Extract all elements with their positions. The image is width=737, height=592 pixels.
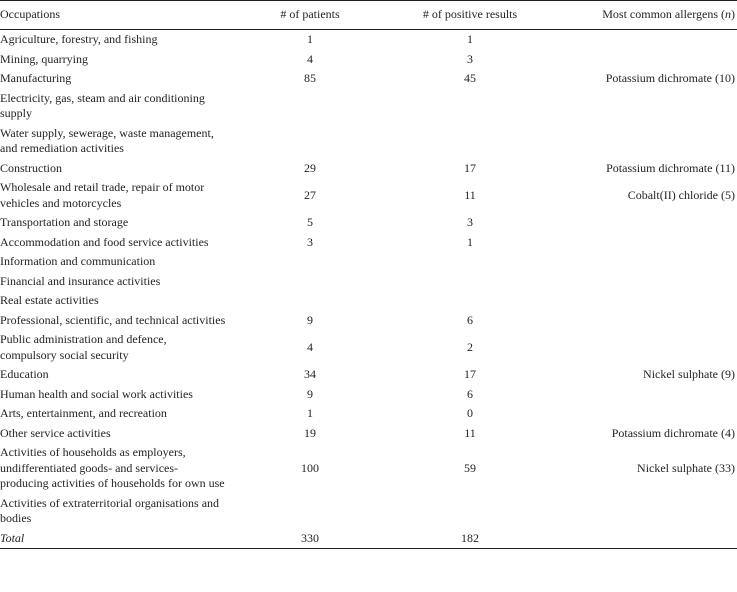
positive-results-cell: 17 — [464, 367, 476, 381]
table-row — [0, 404, 737, 424]
table-row — [0, 124, 737, 159]
patients-cell: 100 — [301, 460, 319, 475]
allergen-cell — [550, 311, 737, 331]
table-row — [0, 89, 737, 124]
occupation-cell: Wholesale and retail trade, repair of motor vehicles and motorcycles — [0, 180, 205, 210]
table-row — [0, 50, 737, 70]
positive-results-cell: 2 — [467, 339, 473, 354]
occupation-cell: Water supply, sewerage, waste management, and remediation activities — [0, 125, 214, 155]
header-occupations: Occupations — [0, 7, 60, 22]
occupation-cell: Arts, entertainment, and recreation — [0, 406, 167, 420]
total-positive-results: 182 — [461, 530, 479, 545]
table-row — [0, 159, 737, 179]
table-row — [0, 330, 737, 365]
occupation-cell: Information and communication — [0, 254, 156, 268]
table-row — [0, 291, 737, 311]
header-allergens-n: n — [725, 7, 731, 22]
allergen-cell — [550, 404, 737, 424]
patients-cell: 9 — [307, 386, 313, 401]
positive-results-cell: 3 — [467, 215, 473, 229]
table-row — [0, 494, 737, 529]
allergen-cell — [550, 494, 737, 529]
positive-results-cell — [390, 124, 550, 159]
table-header-row — [0, 1, 737, 30]
allergen-cell — [550, 291, 737, 311]
patients-cell — [230, 494, 390, 529]
allergen-cell — [550, 330, 737, 365]
positive-results-cell: 11 — [464, 187, 476, 202]
allergen-cell: Nickel sulphate (9) — [643, 367, 735, 381]
patients-cell: 4 — [307, 51, 313, 66]
table-row — [0, 424, 737, 444]
occupation-cell: Real estate activities — [0, 293, 99, 307]
occupation-cell: Other service activities — [0, 425, 111, 440]
patients-cell: 9 — [307, 312, 313, 327]
total-allergen — [550, 529, 737, 549]
allergen-cell — [550, 50, 737, 70]
total-row — [0, 529, 737, 549]
table-row — [0, 272, 737, 292]
occupation-cell: Activities of extraterritorial organisations and bodies — [0, 495, 220, 525]
occupation-cell: Accommodation and food service activities — [0, 234, 209, 249]
occupation-cell: Activities of households as employers, undifferentiated goods- and services-producing activities of households for own use — [0, 445, 225, 490]
header-allergens-prefix: Most common allergens ( — [602, 7, 725, 22]
table-body — [0, 30, 737, 549]
patients-cell: 19 — [304, 425, 316, 440]
patients-cell: 27 — [304, 187, 316, 202]
positive-results-cell: 6 — [467, 312, 473, 327]
positive-results-cell: 1 — [467, 234, 473, 249]
allergen-cell — [550, 30, 737, 50]
allergen-cell — [550, 272, 737, 292]
allergen-cell — [550, 385, 737, 405]
allergen-cell: Potassium dichromate (4) — [611, 425, 735, 440]
header-allergens — [550, 1, 737, 30]
patients-cell: 1 — [307, 406, 313, 420]
allergen-cell: Potassium dichromate (10) — [605, 71, 735, 85]
table-row — [0, 311, 737, 331]
occupation-cell: Professional, scientific, and technical activities — [0, 312, 226, 327]
positive-results-cell: 17 — [464, 160, 476, 175]
occupation-cell: Human health and social work activities — [0, 386, 193, 401]
positive-results-cell — [390, 291, 550, 311]
patients-cell — [230, 291, 390, 311]
table-row — [0, 443, 737, 494]
patients-cell — [230, 272, 390, 292]
occupation-cell: Education — [0, 367, 49, 381]
allergen-cell — [550, 213, 737, 233]
patients-cell: 1 — [307, 32, 313, 46]
patients-cell: 34 — [304, 367, 316, 381]
occupation-cell: Electricity, gas, steam and air conditioning supply — [0, 90, 205, 120]
table-row — [0, 69, 737, 89]
table-row — [0, 385, 737, 405]
allergen-cell — [550, 233, 737, 253]
allergen-cell: Potassium dichromate (11) — [606, 160, 735, 175]
occupation-cell: Financial and insurance activities — [0, 273, 161, 288]
table-row — [0, 178, 737, 213]
positive-results-cell: 0 — [467, 406, 473, 420]
header-allergens-suffix: ) — [731, 7, 735, 22]
allergen-cell: Cobalt(II) chloride (5) — [627, 187, 735, 202]
occupation-cell: Agriculture, forestry, and fishing — [0, 32, 158, 46]
positive-results-cell — [390, 252, 550, 272]
allergen-cell — [550, 89, 737, 124]
table-row — [0, 233, 737, 253]
patients-cell: 5 — [307, 215, 313, 229]
positive-results-cell: 3 — [467, 51, 473, 66]
total-label: Total — [0, 530, 25, 545]
allergen-cell: Nickel sulphate (33) — [637, 460, 735, 475]
patients-cell: 29 — [304, 160, 316, 175]
patients-cell: 85 — [304, 71, 316, 85]
occupation-cell: Transportation and storage — [0, 215, 129, 229]
allergen-cell — [550, 124, 737, 159]
patients-cell — [230, 89, 390, 124]
occupation-cell: Public administration and defence, compulsory social security — [0, 332, 167, 362]
occupation-cell: Manufacturing — [0, 71, 72, 85]
positive-results-cell: 1 — [467, 32, 473, 46]
positive-results-cell — [390, 89, 550, 124]
header-positive-results: # of positive results — [422, 7, 518, 22]
occupation-cell: Construction — [0, 160, 62, 175]
patients-cell — [230, 124, 390, 159]
positive-results-cell — [390, 494, 550, 529]
table-row — [0, 213, 737, 233]
positive-results-cell: 45 — [464, 71, 476, 85]
patients-cell: 3 — [307, 234, 313, 249]
table-row — [0, 30, 737, 50]
patients-cell — [230, 252, 390, 272]
total-patients: 330 — [301, 530, 319, 545]
header-patients: # of patients — [280, 7, 340, 22]
occupation-cell: Mining, quarrying — [0, 51, 88, 66]
allergen-cell — [550, 252, 737, 272]
table-row — [0, 252, 737, 272]
positive-results-cell: 59 — [464, 460, 476, 475]
positive-results-cell: 11 — [464, 425, 476, 440]
positive-results-cell — [390, 272, 550, 292]
table-row — [0, 365, 737, 385]
patients-cell: 4 — [307, 339, 313, 354]
positive-results-cell: 6 — [467, 386, 473, 401]
